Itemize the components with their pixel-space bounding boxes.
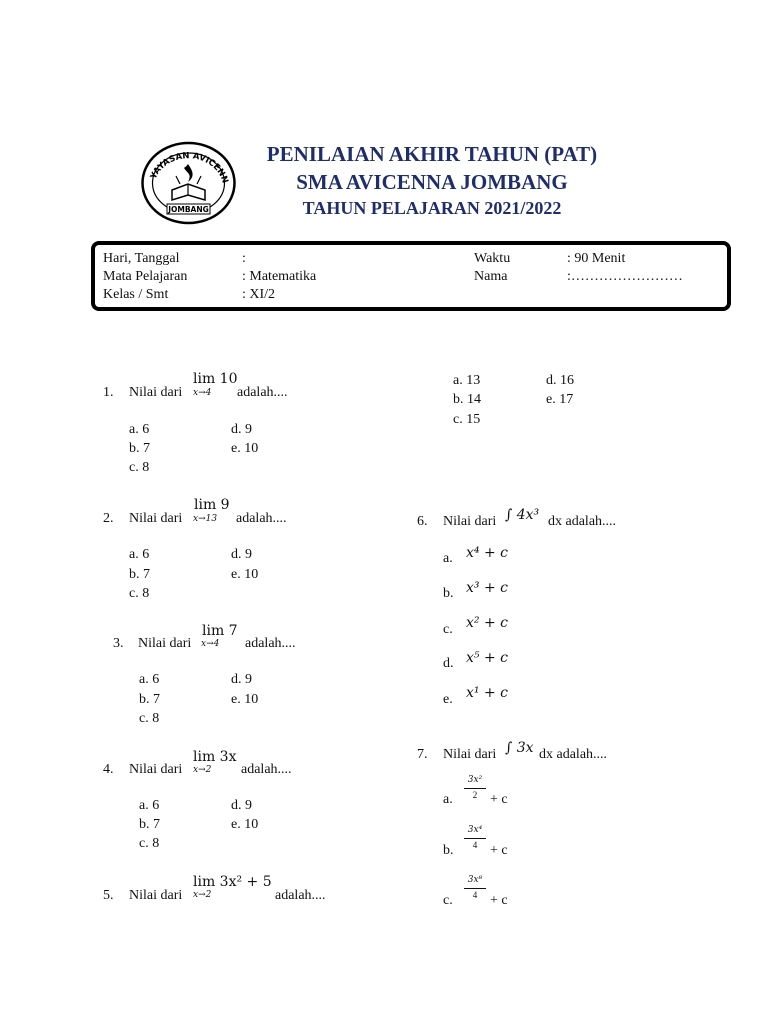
q7-option-c-label: c. xyxy=(443,893,453,908)
q5-limit: lim 3x² + 5 xyxy=(193,874,272,890)
q7-option-c-numerator: 3x⁸ xyxy=(467,875,483,885)
hari-label: Hari, Tanggal xyxy=(103,251,180,266)
q2-limit-sub: x→13 xyxy=(193,514,218,524)
q3-option-a: a. 6 xyxy=(139,672,160,687)
q7-suffix: dx adalah.... xyxy=(539,747,608,762)
q2-option-e: e. 10 xyxy=(231,567,259,582)
waktu-value: : 90 Menit xyxy=(567,251,626,266)
q3-limit-sub: x→4 xyxy=(201,639,220,649)
q4-option-a: a. 6 xyxy=(139,798,160,813)
q1-option-e: e. 10 xyxy=(231,441,259,456)
q4-limit-sub: x→2 xyxy=(193,765,212,775)
q2-number: 2. xyxy=(103,511,114,526)
q5-option-b: b. 14 xyxy=(453,392,481,407)
hari-value: : xyxy=(242,251,246,266)
q2-option-a: a. 6 xyxy=(129,547,150,562)
q5-limit-sub: x→2 xyxy=(193,890,212,900)
q4-suffix: adalah.... xyxy=(241,762,292,777)
q1-option-b: b. 7 xyxy=(129,441,150,456)
q3-number: 3. xyxy=(113,636,124,651)
q1-option-c: c. 8 xyxy=(129,460,150,475)
q6-option-a: x⁴ + c xyxy=(466,545,508,561)
q7-prefix: Nilai dari xyxy=(443,747,497,762)
title-line-1: PENILAIAN AKHIR TAHUN (PAT) xyxy=(266,142,598,166)
q6-option-a-label: a. xyxy=(443,551,453,566)
q7-option-a-label: a. xyxy=(443,792,453,807)
q7-option-c-tail: + c xyxy=(490,893,508,908)
q2-option-c: c. 8 xyxy=(129,586,150,601)
q4-number: 4. xyxy=(103,762,114,777)
q3-option-e: e. 10 xyxy=(231,692,259,707)
q7-number: 7. xyxy=(417,747,428,762)
q3-limit: lim 7 xyxy=(202,623,238,639)
kelas-label: Kelas / Smt xyxy=(103,287,169,302)
svg-text:YAYASAN AVICENNA: YAYASAN AVICENN xyxy=(148,151,230,185)
q1-limit-sub: x→4 xyxy=(193,388,212,398)
mapel-label: Mata Pelajaran xyxy=(103,269,188,284)
q7-option-c-fraction-bar xyxy=(464,888,486,889)
q2-prefix: Nilai dari xyxy=(129,511,183,526)
q7-option-a-tail: + c xyxy=(490,792,508,807)
q5-prefix: Nilai dari xyxy=(129,888,183,903)
q3-option-b: b. 7 xyxy=(139,692,160,707)
q6-option-b-label: b. xyxy=(443,586,454,601)
q6-number: 6. xyxy=(417,514,428,529)
q4-option-c: c. 8 xyxy=(139,836,160,851)
q5-option-c: c. 15 xyxy=(453,412,481,427)
q4-option-e: e. 10 xyxy=(231,817,259,832)
q5-option-d: d. 16 xyxy=(546,373,574,388)
q1-suffix: adalah.... xyxy=(237,385,288,400)
svg-text:JOMBANG: JOMBANG xyxy=(168,205,209,214)
q4-prefix: Nilai dari xyxy=(129,762,183,777)
q6-option-c: x² + c xyxy=(466,615,508,631)
q7-option-b-numerator: 3x⁴ xyxy=(467,825,483,835)
q3-suffix: adalah.... xyxy=(245,636,296,651)
q7-option-a-fraction-bar xyxy=(464,788,486,789)
q1-option-a: a. 6 xyxy=(129,422,150,437)
q6-option-e: x¹ + c xyxy=(466,685,508,701)
q5-suffix: adalah.... xyxy=(275,888,326,903)
q7-option-b-tail: + c xyxy=(490,843,508,858)
q6-integral: ∫ 4x³ xyxy=(505,507,540,523)
title-line-2: SMA AVICENNA JOMBANG xyxy=(296,170,568,194)
title-line-3: TAHUN PELAJARAN 2021/2022 xyxy=(302,198,562,218)
q6-option-d-label: d. xyxy=(443,656,454,671)
kelas-value: : XI/2 xyxy=(242,287,276,302)
q6-option-e-label: e. xyxy=(443,692,453,707)
mapel-value: : Matematika xyxy=(242,269,317,284)
nama-label: Nama xyxy=(474,269,508,284)
nama-value: :…………………… xyxy=(567,269,683,284)
q7-option-c-denominator: 4 xyxy=(472,890,478,900)
q1-option-d: d. 9 xyxy=(231,422,252,437)
q3-option-d: d. 9 xyxy=(231,672,252,687)
q7-option-b-denominator: 4 xyxy=(472,840,478,850)
q4-option-d: d. 9 xyxy=(231,798,252,813)
q6-option-c-label: c. xyxy=(443,622,453,637)
q5-option-e: e. 17 xyxy=(546,392,574,407)
q3-prefix: Nilai dari xyxy=(138,636,192,651)
q5-option-a: a. 13 xyxy=(453,373,481,388)
q6-option-d: x⁵ + c xyxy=(466,650,508,666)
q4-option-b: b. 7 xyxy=(139,817,160,832)
q7-option-b-label: b. xyxy=(443,843,454,858)
q3-option-c: c. 8 xyxy=(139,711,160,726)
q2-option-d: d. 9 xyxy=(231,547,252,562)
q1-prefix: Nilai dari xyxy=(129,385,183,400)
waktu-label: Waktu xyxy=(474,251,511,266)
school-logo xyxy=(140,140,237,226)
q1-limit: lim 10 xyxy=(193,371,238,387)
q6-prefix: Nilai dari xyxy=(443,514,497,529)
q5-number: 5. xyxy=(103,888,114,903)
q6-suffix: dx adalah.... xyxy=(548,514,617,529)
q7-integral: ∫ 3x xyxy=(505,740,534,756)
q4-limit: lim 3x xyxy=(193,749,237,765)
q2-limit: lim 9 xyxy=(194,497,230,513)
q2-option-b: b. 7 xyxy=(129,567,150,582)
q7-option-a-denominator: 2 xyxy=(472,790,478,800)
q2-suffix: adalah.... xyxy=(236,511,287,526)
q6-option-b: x³ + c xyxy=(466,580,508,596)
q7-option-b-fraction-bar xyxy=(464,838,486,839)
q1-number: 1. xyxy=(103,385,114,400)
q7-option-a-numerator: 3x² xyxy=(467,775,483,785)
